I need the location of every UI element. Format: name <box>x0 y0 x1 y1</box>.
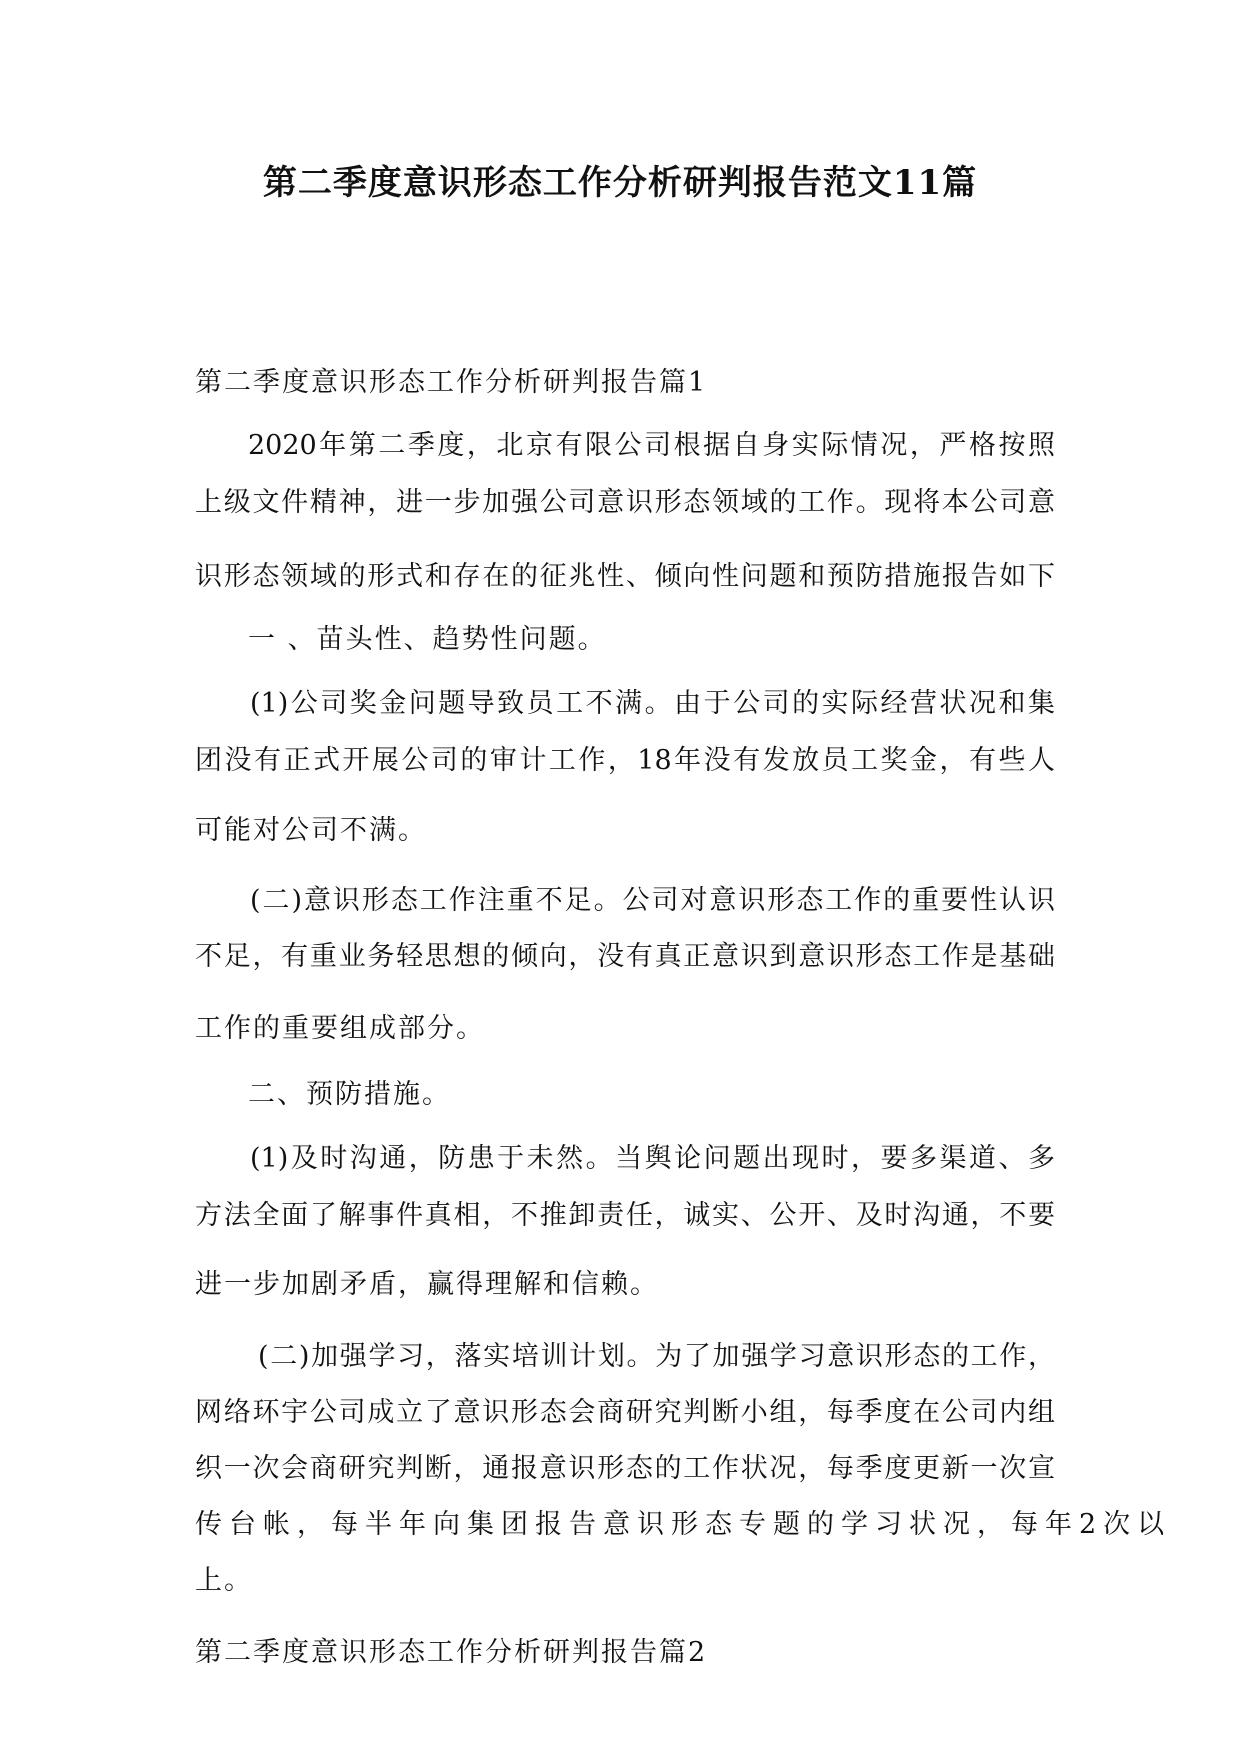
paragraph-line: (1)及时沟通，防患于未然。当舆论问题出现时，要多渠道、多 <box>250 1143 1055 1174</box>
paragraph-line: 识形态领域的形式和存在的征兆性、倾向性问题和预防措施报告如下 <box>195 561 1055 592</box>
paragraph-line: 上。 <box>195 1565 253 1596</box>
paragraph-line: 不足，有重业务轻思想的倾向，没有真正意识到意识形态工作是基础 <box>195 941 1055 972</box>
paragraph-line: 织一次会商研究判断，通报意识形态的工作状况，每季度更新一次宣 <box>195 1453 1055 1484</box>
paragraph-line: 团没有正式开展公司的审计工作，18年没有发放员工奖金，有些人 <box>195 745 1055 776</box>
document-title: 第二季度意识形态工作分析研判报告范文11篇 <box>262 163 978 203</box>
paragraph-line: (二)加强学习，落实培训计划。为了加强学习意识形态的工作， <box>258 1341 1055 1372</box>
paragraph-line: 可能对公司不满。 <box>195 815 427 846</box>
paragraph-line: (1)公司奖金问题导致员工不满。由于公司的实际经营状况和集 <box>250 688 1055 719</box>
paragraph-line: (二)意识形态工作注重不足。公司对意识形态工作的重要性认识 <box>250 885 1055 916</box>
subheading: 一 、苗头性、趋势性问题。 <box>248 624 607 655</box>
paragraph-line: 网络环宇公司成立了意识形态会商研究判断小组，每季度在公司内组 <box>195 1397 1055 1428</box>
paragraph-line: 传台帐，每半年向集团报告意识形态专题的学习状况，每年2次以 <box>195 1509 1172 1540</box>
paragraph-line: 上级文件精神，进一步加强公司意识形态领域的工作。现将本公司意 <box>195 487 1055 518</box>
subheading: 二、预防措施。 <box>248 1079 451 1110</box>
paragraph-line: 方法全面了解事件真相，不推卸责任，诚实、公开、及时沟通，不要 <box>195 1200 1055 1231</box>
section-heading: 第二季度意识形态工作分析研判报告篇1 <box>195 367 708 398</box>
section-heading: 第二季度意识形态工作分析研判报告篇2 <box>195 1637 708 1668</box>
paragraph-line: 工作的重要组成部分。 <box>195 1013 485 1044</box>
paragraph-line: 进一步加剧矛盾，赢得理解和信赖。 <box>195 1269 659 1300</box>
paragraph-line: 2020年第二季度，北京有限公司根据自身实际情况，严格按照 <box>248 430 1055 461</box>
